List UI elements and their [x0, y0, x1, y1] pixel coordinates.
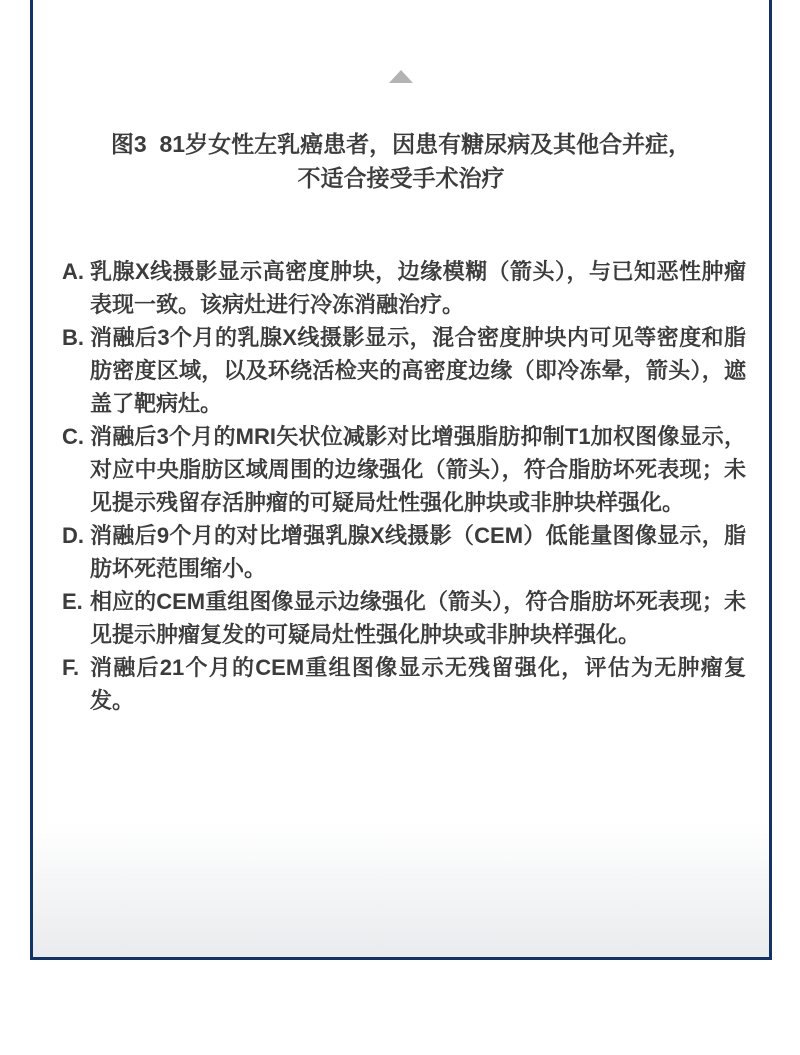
figure-title-line-1: 图3 81岁女性左乳癌患者，因患有糖尿病及其他合并症， — [110, 131, 692, 157]
caption-item-a — [62, 255, 746, 321]
caption-item-text: 消融后3个月的乳腺X线摄影显示，混合密度肿块内可见等密度和脂肪密度区域，以及环绕活检夹的高密度边缘（即冷冻晕，箭头），遮盖了靶病灶。 — [90, 325, 746, 416]
caption-item-text: 消融后3个月的MRI矢状位减影对比增强脂肪抑制T1加权图像显示，对应中央脂肪区域周围的边缘强化（箭头），符合脂肪坏死表现；未见提示残留存活肿瘤的可疑局灶性强化肿块或非肿块样强化。 — [90, 424, 746, 515]
caption-item-label: C. — [62, 424, 84, 449]
caption-item-d — [62, 519, 746, 585]
figure-title — [33, 127, 769, 195]
caption-item-text: 乳腺X线摄影显示高密度肿块，边缘模糊（箭头），与已知恶性肿瘤表现一致。该病灶进行冷冻消融治疗。 — [90, 259, 746, 317]
caption-item-f — [62, 651, 746, 717]
caption-item-text: 相应的CEM重组图像显示边缘强化（箭头），符合脂肪坏死表现；未见提示肿瘤复发的可疑局灶性强化肿块或非肿块样强化。 — [90, 589, 746, 647]
caption-item-e — [62, 585, 746, 651]
caption-item-text: 消融后21个月的CEM重组图像显示无残留强化，评估为无肿瘤复发。 — [90, 655, 746, 713]
caption-item-label: B. — [62, 325, 84, 350]
caption-item-label: A. — [62, 259, 84, 284]
caption-list — [33, 255, 769, 717]
caption-item-b — [62, 321, 746, 420]
triangle-indicator-wrap — [33, 70, 769, 83]
caption-item-label: E. — [62, 589, 83, 614]
figure-caption-card — [30, 0, 772, 960]
caption-item-label: F. — [62, 655, 80, 680]
caption-item-c — [62, 420, 746, 519]
caption-item-text: 消融后9个月的对比增强乳腺X线摄影（CEM）低能量图像显示，脂肪坏死范围缩小。 — [90, 523, 746, 581]
triangle-up-icon — [389, 70, 413, 83]
caption-item-label: D. — [62, 523, 84, 548]
figure-title-line-2: 不适合接受手术治疗 — [297, 165, 505, 191]
